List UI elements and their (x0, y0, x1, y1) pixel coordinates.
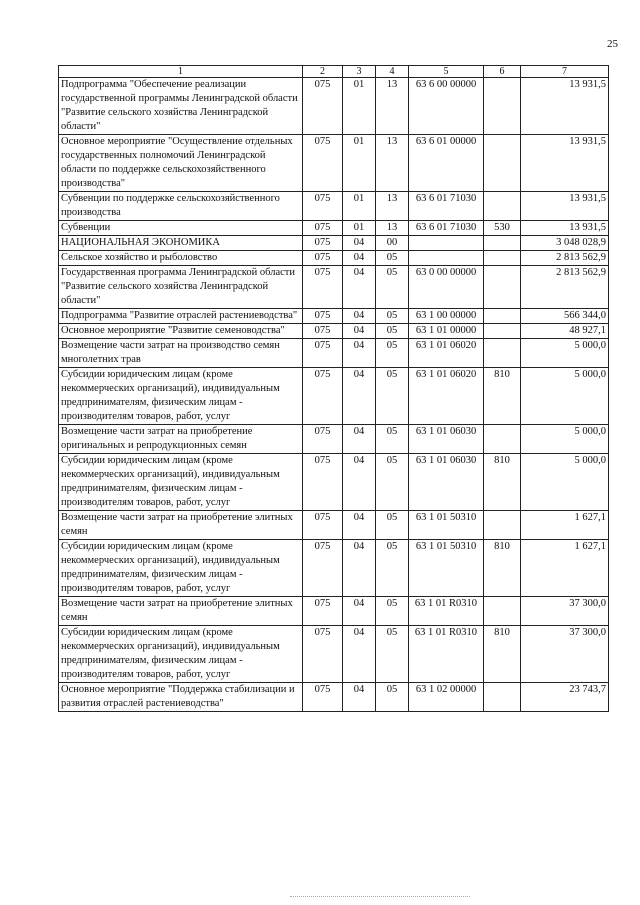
admin-code-cell: 075 (303, 540, 343, 597)
table-row (59, 540, 609, 597)
table-row (59, 597, 609, 626)
row-name-cell: Субсидии юридическим лицам (кроме некоммерческих организаций), индивидуальным предпринимателям, физическим лицам - производителям товаров, работ, услуг (59, 626, 303, 683)
target-article-cell: 63 6 01 00000 (409, 135, 484, 192)
expense-type-cell (484, 597, 521, 626)
section-code-cell: 04 (343, 251, 376, 266)
section-code-cell: 04 (343, 597, 376, 626)
admin-code-cell: 075 (303, 192, 343, 221)
subsection-code-cell: 05 (376, 511, 409, 540)
section-code-cell: 04 (343, 266, 376, 309)
subsection-code-cell: 05 (376, 597, 409, 626)
target-article-cell: 63 6 01 71030 (409, 192, 484, 221)
expense-type-cell: 530 (484, 221, 521, 236)
column-header: 5 (409, 66, 484, 78)
amount-cell: 48 927,1 (521, 324, 609, 339)
admin-code-cell: 075 (303, 597, 343, 626)
amount-cell: 5 000,0 (521, 339, 609, 368)
expense-type-cell: 810 (484, 626, 521, 683)
table-row (59, 368, 609, 425)
admin-code-cell: 075 (303, 78, 343, 135)
amount-cell: 37 300,0 (521, 626, 609, 683)
subsection-code-cell: 05 (376, 425, 409, 454)
table-row (59, 454, 609, 511)
target-article-cell (409, 236, 484, 251)
admin-code-cell: 075 (303, 368, 343, 425)
expense-type-cell (484, 339, 521, 368)
scan-artifact (290, 896, 470, 898)
expense-type-cell (484, 192, 521, 221)
target-article-cell: 63 1 01 06020 (409, 368, 484, 425)
section-code-cell: 04 (343, 368, 376, 425)
subsection-code-cell: 05 (376, 454, 409, 511)
target-article-cell: 63 6 00 00000 (409, 78, 484, 135)
table-header-row (59, 66, 609, 78)
row-name-cell: Субсидии юридическим лицам (кроме некоммерческих организаций), индивидуальным предпринимателям, физическим лицам - производителям товаров, работ, услуг (59, 454, 303, 511)
section-code-cell: 01 (343, 221, 376, 236)
column-header: 6 (484, 66, 521, 78)
amount-cell: 13 931,5 (521, 221, 609, 236)
admin-code-cell: 075 (303, 266, 343, 309)
subsection-code-cell: 00 (376, 236, 409, 251)
row-name-cell: НАЦИОНАЛЬНАЯ ЭКОНОМИКА (59, 236, 303, 251)
row-name-cell: Субвенции по поддержке сельскохозяйственного производства (59, 192, 303, 221)
subsection-code-cell: 05 (376, 251, 409, 266)
admin-code-cell: 075 (303, 309, 343, 324)
table-row (59, 78, 609, 135)
subsection-code-cell: 05 (376, 339, 409, 368)
amount-cell: 5 000,0 (521, 368, 609, 425)
row-name-cell: Возмещение части затрат на приобретение оригинальных и репродукционных семян (59, 425, 303, 454)
column-header: 4 (376, 66, 409, 78)
expense-type-cell (484, 236, 521, 251)
subsection-code-cell: 05 (376, 683, 409, 712)
amount-cell: 5 000,0 (521, 454, 609, 511)
target-article-cell: 63 1 01 R0310 (409, 597, 484, 626)
amount-cell: 1 627,1 (521, 540, 609, 597)
admin-code-cell: 075 (303, 626, 343, 683)
target-article-cell (409, 251, 484, 266)
target-article-cell: 63 1 02 00000 (409, 683, 484, 712)
column-header: 2 (303, 66, 343, 78)
target-article-cell: 63 1 01 R0310 (409, 626, 484, 683)
admin-code-cell: 075 (303, 511, 343, 540)
table-row (59, 511, 609, 540)
subsection-code-cell: 13 (376, 221, 409, 236)
row-name-cell: Возмещение части затрат на производство семян многолетних трав (59, 339, 303, 368)
row-name-cell: Субсидии юридическим лицам (кроме некоммерческих организаций), индивидуальным предпринимателям, физическим лицам - производителям товаров, работ, услуг (59, 368, 303, 425)
row-name-cell: Подпрограмма "Развитие отраслей растениеводства" (59, 309, 303, 324)
row-name-cell: Подпрограмма "Обеспечение реализации государственной программы Ленинградской области "Развитие сельского хозяйства Ленинградской области" (59, 78, 303, 135)
amount-cell: 1 627,1 (521, 511, 609, 540)
target-article-cell: 63 0 00 00000 (409, 266, 484, 309)
section-code-cell: 04 (343, 540, 376, 597)
admin-code-cell: 075 (303, 221, 343, 236)
expense-type-cell (484, 266, 521, 309)
amount-cell: 2 813 562,9 (521, 251, 609, 266)
section-code-cell: 04 (343, 339, 376, 368)
subsection-code-cell: 13 (376, 135, 409, 192)
table-row (59, 192, 609, 221)
table-row (59, 626, 609, 683)
amount-cell: 13 931,5 (521, 135, 609, 192)
target-article-cell: 63 1 01 00000 (409, 324, 484, 339)
target-article-cell: 63 1 01 06020 (409, 339, 484, 368)
section-code-cell: 01 (343, 78, 376, 135)
expense-type-cell (484, 78, 521, 135)
page-number: 25 (607, 38, 618, 50)
budget-table (58, 65, 609, 712)
subsection-code-cell: 05 (376, 368, 409, 425)
row-name-cell: Основное мероприятие "Осуществление отдельных государственных полномочий Ленинградской области по поддержке сельскохозяйственного производства" (59, 135, 303, 192)
admin-code-cell: 075 (303, 339, 343, 368)
amount-cell: 2 813 562,9 (521, 266, 609, 309)
row-name-cell: Субсидии юридическим лицам (кроме некоммерческих организаций), индивидуальным предпринимателям, физическим лицам - производителям товаров, работ, услуг (59, 540, 303, 597)
table-row (59, 309, 609, 324)
subsection-code-cell: 05 (376, 309, 409, 324)
row-name-cell: Основное мероприятие "Развитие семеноводства" (59, 324, 303, 339)
subsection-code-cell: 05 (376, 626, 409, 683)
admin-code-cell: 075 (303, 324, 343, 339)
row-name-cell: Возмещение части затрат на приобретение элитных семян (59, 511, 303, 540)
expense-type-cell (484, 135, 521, 192)
row-name-cell: Основное мероприятие "Поддержка стабилизации и развития отраслей растениеводства" (59, 683, 303, 712)
amount-cell: 13 931,5 (521, 192, 609, 221)
target-article-cell: 63 1 01 06030 (409, 425, 484, 454)
column-header: 7 (521, 66, 609, 78)
section-code-cell: 01 (343, 192, 376, 221)
column-header: 3 (343, 66, 376, 78)
amount-cell: 23 743,7 (521, 683, 609, 712)
table-row (59, 251, 609, 266)
target-article-cell: 63 6 01 71030 (409, 221, 484, 236)
row-name-cell: Сельское хозяйство и рыболовство (59, 251, 303, 266)
section-code-cell: 04 (343, 454, 376, 511)
row-name-cell: Субвенции (59, 221, 303, 236)
expense-type-cell: 810 (484, 454, 521, 511)
section-code-cell: 04 (343, 626, 376, 683)
subsection-code-cell: 05 (376, 266, 409, 309)
table-row (59, 425, 609, 454)
expense-type-cell: 810 (484, 540, 521, 597)
admin-code-cell: 075 (303, 135, 343, 192)
expense-type-cell (484, 683, 521, 712)
section-code-cell: 04 (343, 511, 376, 540)
subsection-code-cell: 13 (376, 78, 409, 135)
target-article-cell: 63 1 00 00000 (409, 309, 484, 324)
admin-code-cell: 075 (303, 236, 343, 251)
column-header: 1 (59, 66, 303, 78)
expense-type-cell (484, 425, 521, 454)
table-row (59, 339, 609, 368)
table-row (59, 221, 609, 236)
expense-type-cell: 810 (484, 368, 521, 425)
section-code-cell: 04 (343, 309, 376, 324)
expense-type-cell (484, 511, 521, 540)
admin-code-cell: 075 (303, 425, 343, 454)
table-row (59, 324, 609, 339)
table-row (59, 236, 609, 251)
target-article-cell: 63 1 01 50310 (409, 540, 484, 597)
section-code-cell: 04 (343, 683, 376, 712)
subsection-code-cell: 05 (376, 540, 409, 597)
admin-code-cell: 075 (303, 454, 343, 511)
section-code-cell: 04 (343, 236, 376, 251)
amount-cell: 3 048 028,9 (521, 236, 609, 251)
target-article-cell: 63 1 01 50310 (409, 511, 484, 540)
admin-code-cell: 075 (303, 251, 343, 266)
section-code-cell: 04 (343, 425, 376, 454)
expense-type-cell (484, 309, 521, 324)
table-row (59, 135, 609, 192)
amount-cell: 13 931,5 (521, 78, 609, 135)
row-name-cell: Возмещение части затрат на приобретение элитных семян (59, 597, 303, 626)
subsection-code-cell: 05 (376, 324, 409, 339)
row-name-cell: Государственная программа Ленинградской области "Развитие сельского хозяйства Ленинградской области" (59, 266, 303, 309)
target-article-cell: 63 1 01 06030 (409, 454, 484, 511)
table-row (59, 683, 609, 712)
expense-type-cell (484, 324, 521, 339)
expense-type-cell (484, 251, 521, 266)
amount-cell: 37 300,0 (521, 597, 609, 626)
section-code-cell: 01 (343, 135, 376, 192)
table-row (59, 266, 609, 309)
amount-cell: 5 000,0 (521, 425, 609, 454)
subsection-code-cell: 13 (376, 192, 409, 221)
section-code-cell: 04 (343, 324, 376, 339)
admin-code-cell: 075 (303, 683, 343, 712)
amount-cell: 566 344,0 (521, 309, 609, 324)
